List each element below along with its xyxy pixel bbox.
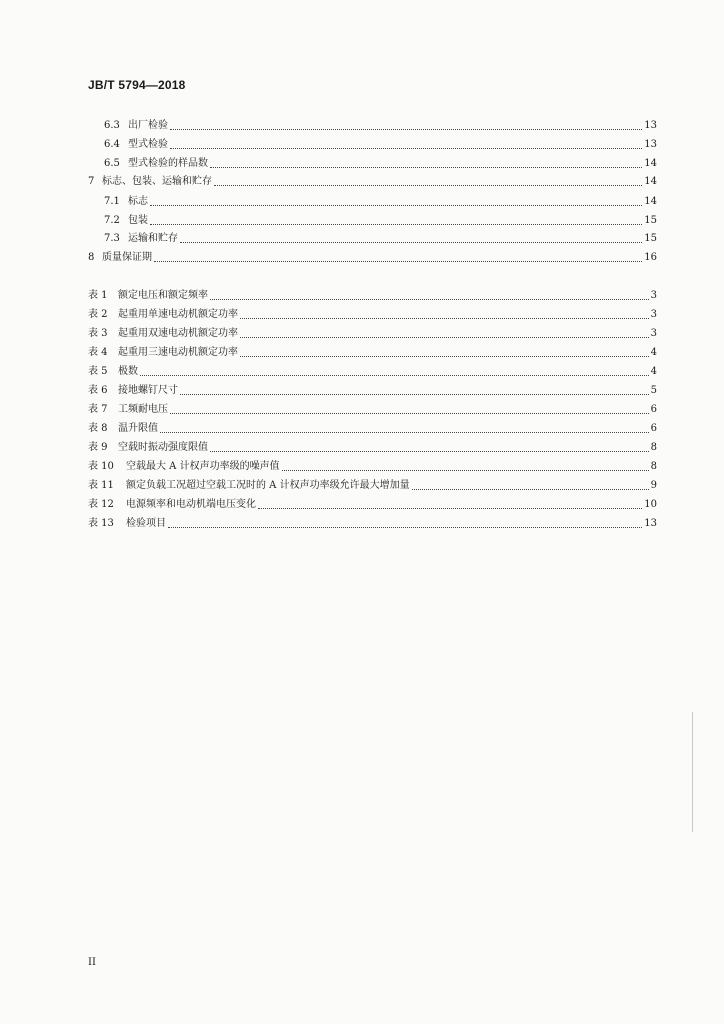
table-number: 表 12 bbox=[88, 499, 114, 510]
toc-entry-number: 7.1 bbox=[104, 196, 120, 207]
table-number: 表 10 bbox=[88, 461, 114, 472]
leader-dots bbox=[210, 450, 649, 452]
table-list-entry[interactable] bbox=[88, 400, 657, 416]
toc-entry[interactable] bbox=[104, 229, 657, 245]
table-title: 电源频率和电动机端电压变化 bbox=[126, 499, 256, 510]
leader-dots bbox=[180, 241, 642, 243]
leader-dots bbox=[170, 128, 642, 130]
toc-entry[interactable] bbox=[104, 154, 657, 170]
toc-entry-title: 标志 bbox=[128, 196, 148, 207]
table-number: 表 8 bbox=[88, 423, 108, 434]
toc-entry-page: 14 bbox=[644, 158, 657, 169]
leader-dots bbox=[160, 431, 649, 433]
toc-entry-title: 型式检验的样品数 bbox=[128, 158, 208, 169]
table-list-entry[interactable] bbox=[88, 514, 657, 530]
table-page: 6 bbox=[650, 423, 657, 434]
leader-dots bbox=[210, 166, 642, 168]
table-number: 表 9 bbox=[88, 442, 108, 453]
leader-dots bbox=[240, 355, 649, 357]
scan-edge-mark bbox=[692, 712, 693, 832]
table-page: 3 bbox=[650, 328, 657, 339]
leader-dots bbox=[170, 147, 642, 149]
table-title: 极数 bbox=[118, 366, 138, 377]
leader-dots bbox=[140, 374, 649, 376]
table-number: 表 3 bbox=[88, 328, 108, 339]
toc-entry-number: 7 bbox=[88, 176, 95, 187]
toc-entry-page: 14 bbox=[644, 176, 657, 187]
toc-entry-number: 6.4 bbox=[104, 139, 120, 150]
table-page: 6 bbox=[650, 404, 657, 415]
leader-dots bbox=[258, 507, 642, 509]
table-title: 空载最大 A 计权声功率级的噪声值 bbox=[126, 461, 280, 472]
table-title: 额定电压和额定频率 bbox=[118, 290, 208, 301]
table-list-entry[interactable] bbox=[88, 324, 657, 340]
toc-entry-number: 8 bbox=[88, 252, 95, 263]
table-list-entry[interactable] bbox=[88, 476, 657, 492]
table-list-entry[interactable] bbox=[88, 286, 657, 302]
table-title: 检验项目 bbox=[126, 518, 166, 529]
leader-dots bbox=[210, 298, 649, 300]
table-number: 表 13 bbox=[88, 518, 114, 529]
toc-entry-number: 6.3 bbox=[104, 120, 120, 131]
toc-entry[interactable] bbox=[88, 172, 657, 188]
toc-entry[interactable] bbox=[104, 116, 657, 132]
table-title: 空载时振动强度限值 bbox=[118, 442, 208, 453]
table-page: 8 bbox=[650, 442, 657, 453]
table-number: 表 5 bbox=[88, 366, 108, 377]
toc-entry[interactable] bbox=[104, 135, 657, 151]
toc-entry-title: 型式检验 bbox=[128, 139, 168, 150]
toc-entry-number: 7.2 bbox=[104, 215, 120, 226]
page-number: II bbox=[88, 957, 96, 968]
document-code: JB/T 5794—2018 bbox=[88, 78, 186, 92]
table-page: 4 bbox=[650, 347, 657, 358]
table-page: 9 bbox=[650, 480, 657, 491]
table-page: 3 bbox=[650, 309, 657, 320]
table-page: 13 bbox=[644, 518, 657, 529]
toc-entry-title: 标志、包装、运输和贮存 bbox=[102, 176, 212, 187]
toc-entry-title: 包装 bbox=[128, 215, 148, 226]
toc-entry-title: 出厂检验 bbox=[128, 120, 168, 131]
toc-entry-title: 质量保证期 bbox=[102, 252, 152, 263]
table-title: 起重用三速电动机额定功率 bbox=[118, 347, 238, 358]
table-title: 额定负载工况超过空载工况时的 A 计权声功率级允许最大增加量 bbox=[126, 480, 410, 491]
table-list-entry[interactable] bbox=[88, 362, 657, 378]
table-number: 表 4 bbox=[88, 347, 108, 358]
table-page: 4 bbox=[650, 366, 657, 377]
table-title: 温升限值 bbox=[118, 423, 158, 434]
table-number: 表 6 bbox=[88, 385, 108, 396]
table-page: 5 bbox=[650, 385, 657, 396]
table-list-entry[interactable] bbox=[88, 381, 657, 397]
leader-dots bbox=[168, 526, 642, 528]
table-list-entry[interactable] bbox=[88, 438, 657, 454]
leader-dots bbox=[150, 223, 642, 225]
table-title: 起重用单速电动机额定功率 bbox=[118, 309, 238, 320]
table-number: 表 11 bbox=[88, 480, 114, 491]
toc-entry-page: 15 bbox=[644, 233, 657, 244]
toc-entry-page: 13 bbox=[644, 120, 657, 131]
table-title: 接地螺钉尺寸 bbox=[118, 385, 178, 396]
table-number: 表 1 bbox=[88, 290, 108, 301]
toc-entry-title: 运输和贮存 bbox=[128, 233, 178, 244]
toc-entry-page: 14 bbox=[644, 196, 657, 207]
table-list-entry[interactable] bbox=[88, 495, 657, 511]
toc-entry[interactable] bbox=[104, 192, 657, 208]
leader-dots bbox=[240, 336, 649, 338]
toc-entry-page: 15 bbox=[644, 215, 657, 226]
leader-dots bbox=[240, 317, 649, 319]
toc-entry-page: 16 bbox=[644, 252, 657, 263]
table-list-entry[interactable] bbox=[88, 419, 657, 435]
toc-entry[interactable] bbox=[104, 211, 657, 227]
table-page: 3 bbox=[650, 290, 657, 301]
leader-dots bbox=[180, 393, 649, 395]
leader-dots bbox=[412, 488, 649, 490]
table-page: 10 bbox=[644, 499, 657, 510]
table-page: 8 bbox=[650, 461, 657, 472]
toc-entry-page: 13 bbox=[644, 139, 657, 150]
table-number: 表 7 bbox=[88, 404, 108, 415]
table-title: 起重用双速电动机额定功率 bbox=[118, 328, 238, 339]
leader-dots bbox=[170, 412, 649, 414]
toc-entry[interactable] bbox=[88, 248, 657, 264]
table-list-entry[interactable] bbox=[88, 305, 657, 321]
toc-entry-number: 7.3 bbox=[104, 233, 120, 244]
leader-dots bbox=[154, 260, 642, 262]
table-number: 表 2 bbox=[88, 309, 108, 320]
toc-entry-number: 6.5 bbox=[104, 158, 120, 169]
table-list-entry[interactable] bbox=[88, 457, 657, 473]
table-list-entry[interactable] bbox=[88, 343, 657, 359]
leader-dots bbox=[214, 184, 642, 186]
leader-dots bbox=[282, 469, 649, 471]
table-title: 工频耐电压 bbox=[118, 404, 168, 415]
leader-dots bbox=[150, 204, 642, 206]
